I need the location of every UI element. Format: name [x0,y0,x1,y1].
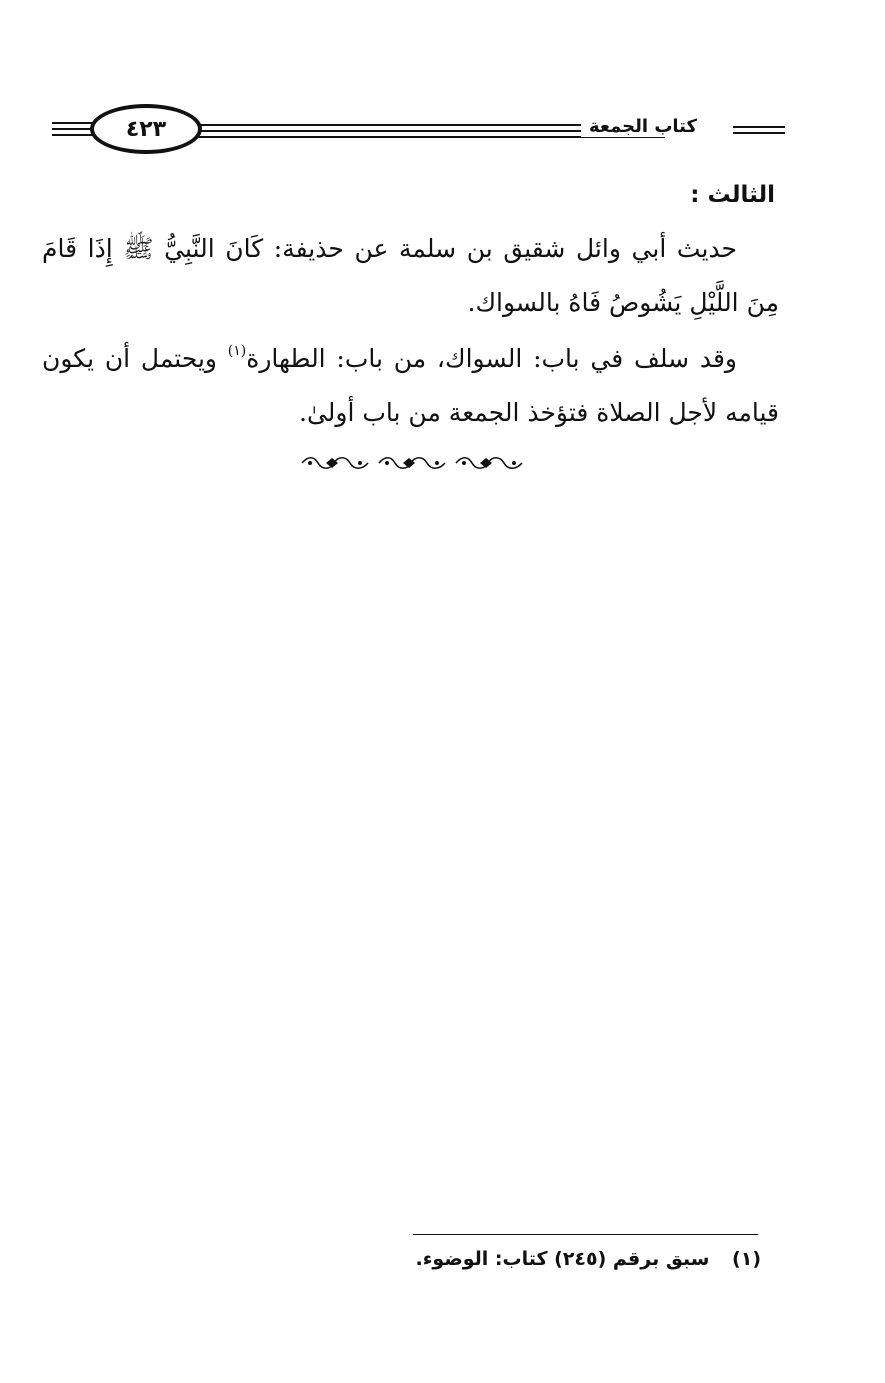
floral-divider-icon [454,454,524,472]
header-right-rule [733,126,785,138]
page-number: ٤٢٣ [90,104,202,154]
paragraph-text [42,324,779,440]
section-heading: الثالث : [690,182,775,208]
paragraph-hadith [42,222,779,330]
footnote-separator [413,1234,758,1235]
floral-divider-icon [377,454,447,472]
footnote-text: سبق برقم (٢٤٥) كتاب: الوضوء. [415,1248,710,1270]
paragraph-text-part: وقد سلف في باب: السواك، من باب: الطهارة [246,344,737,373]
footnote [416,1248,762,1270]
floral-divider-icon [300,452,524,474]
footnote-number: (١) [732,1248,761,1270]
running-title: كتاب الجمعة [581,116,705,137]
footnote-reference[interactable]: (١) [227,343,247,359]
floral-divider-icon [300,454,370,472]
paragraph-text-part: ويحتمل أن يكون قيامه لأجل الصلاة فتؤخذ الجمعة من باب أولىٰ. [42,344,779,427]
paragraph-text: حديث أبي وائل شقيق بن سلمة عن حذيفة: كَانَ النَّبِيُّ ﷺ إِذَا قَامَ مِنَ اللَّيْلِ يَشُوصُ فَاهُ بالسواك. [42,234,779,317]
page-header [40,100,785,164]
paragraph-commentary [42,324,779,440]
